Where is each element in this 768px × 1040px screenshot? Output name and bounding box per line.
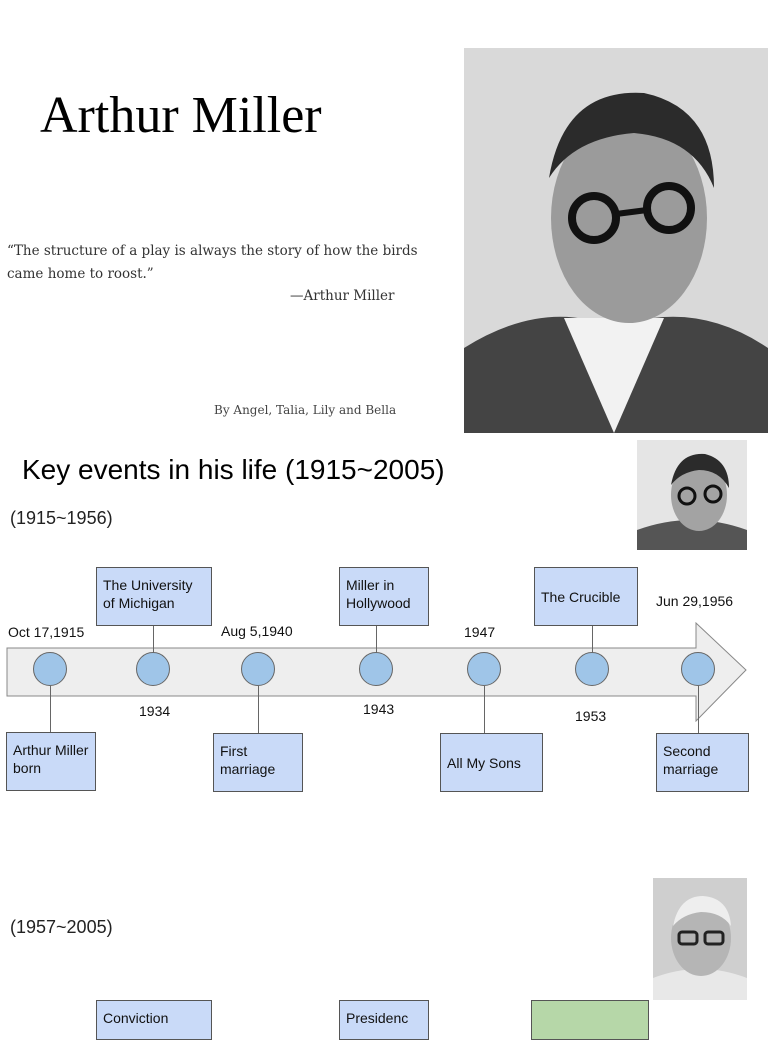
connector-first-marriage	[258, 686, 259, 734]
range-label-second: (1957~2005)	[10, 917, 113, 937]
event-box-born: Arthur Miller born	[6, 732, 96, 791]
event-box-second-marriage: Second marriage	[656, 733, 749, 792]
date-label-hollywood: 1943	[363, 701, 395, 717]
event-box-hollywood: Miller in Hollywood	[339, 567, 429, 626]
event-box-all-my-sons: All My Sons	[440, 733, 543, 792]
event-box-conviction: Conviction	[96, 1000, 212, 1040]
byline: By Angel, Talia, Lily and Bella	[214, 403, 397, 417]
portrait-thumb-two-drawing	[653, 878, 747, 1000]
event-box-green	[531, 1000, 649, 1040]
timeline-dot	[359, 652, 393, 686]
timeline-dot	[467, 652, 501, 686]
timeline-dot	[241, 652, 275, 686]
range-label-first: (1915~1956)	[10, 508, 113, 528]
timeline-dot	[575, 652, 609, 686]
timeline-dot	[681, 652, 715, 686]
page-title: Arthur Miller	[40, 87, 322, 144]
event-box-presidency: Presidenc	[339, 1000, 429, 1040]
portrait-thumb-one	[637, 440, 747, 550]
connector-second-marriage	[698, 686, 699, 734]
connector-born	[50, 686, 51, 732]
event-box-michigan: The University of Michigan	[96, 567, 212, 626]
date-label-second-marriage: Jun 29,1956	[656, 593, 734, 609]
connector-all-my-sons	[484, 686, 485, 734]
portrait-drawing	[464, 48, 768, 433]
portrait-photo	[464, 48, 768, 433]
event-box-crucible: The Crucible	[534, 567, 638, 626]
quote-attribution: —Arthur Miller	[290, 288, 395, 304]
connector-michigan	[153, 626, 154, 654]
quote-text: “The structure of a play is always the story of how the birds came home to roost.”	[7, 243, 418, 282]
date-label-born: Oct 17,1915	[8, 624, 85, 640]
timeline-heading: Key events in his life (1915~2005)	[22, 454, 445, 485]
date-label-michigan: 1934	[139, 703, 171, 719]
timeline-dot	[33, 652, 67, 686]
connector-crucible	[592, 626, 593, 654]
event-box-first-marriage: First marriage	[213, 733, 303, 792]
date-label-first-marriage: Aug 5,1940	[221, 623, 293, 639]
portrait-thumb-two	[653, 878, 747, 1000]
connector-hollywood	[376, 626, 377, 654]
timeline-dot	[136, 652, 170, 686]
date-label-all-my-sons: 1947	[464, 624, 496, 640]
date-label-crucible: 1953	[575, 708, 607, 724]
portrait-thumb-one-drawing	[637, 440, 747, 550]
